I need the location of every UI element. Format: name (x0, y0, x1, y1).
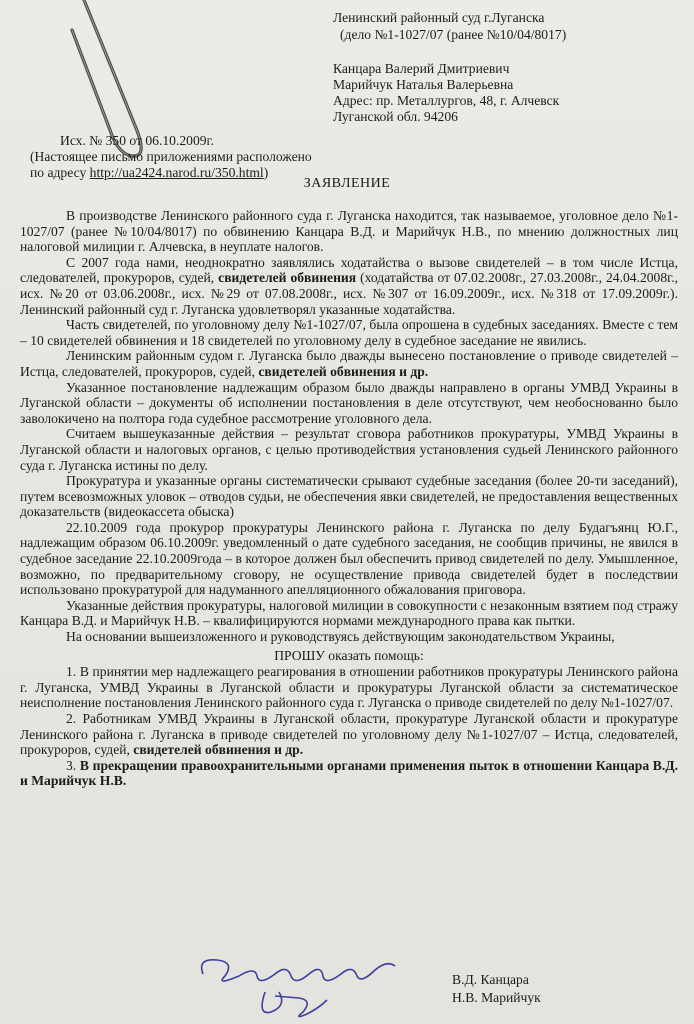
paragraph-4 (20, 348, 678, 379)
paragraph-4-text: Ленинским районным судом г. Луганска было дважды вынесено постановление о приводе свидетелей – Истца, следователей, прокуроров, судей, (20, 348, 678, 379)
request-heading: ПРОШУ оказать помощь: (274, 647, 424, 663)
paragraph-9: Указанные действия прокуратуры, налоговой милиции в совокупности с незаконным взятием под стражу Канцара В.Д. и Марийчук Н.В. – квалифицируются нормами международного права как пытки. (20, 597, 678, 629)
paragraph-4-bold: свидетелей обвинения и др. (258, 363, 429, 379)
sender-name-1: Канцара Валерий Дмитриевич (333, 61, 510, 76)
paragraph-2 (20, 255, 678, 317)
sender-name-2: Марийчук Наталья Валерьевна (333, 77, 514, 92)
paragraph-3: Часть свидетелей, по уголовному делу №1-1027/07, была опрошена в судебных заседаниях. Вместе с тем – 10 свидетелей обвинения и 18 свидетелей по уголовному делу в судебное заседание не явились. (20, 317, 678, 348)
court-name: Ленинский районный суд г.Луганска (333, 10, 545, 25)
document-body (20, 208, 678, 789)
request-item-2-bold: свидетелей обвинения и др. (133, 742, 304, 758)
handwritten-signature-icon (195, 952, 405, 1022)
signatory-2: Н.В. Марийчук (452, 990, 541, 1005)
request-item-2-text: 2. Работникам УМВД Украины в Луганской области, прокуратуре Луганской области и прокуратуре Ленинского района г. Луганска в приводе свидетелей по уголовному делу №1-1027/07 – Истца, следователей, прокуроров, судей, (20, 711, 678, 758)
sender-address-2: Луганской обл. 94206 (333, 109, 458, 124)
paragraph-8: 22.10.2009 года прокурор прокуратуры Ленинского района г. Луганска по делу Будагъянц Ю.Г., надлежащим образом 06.10.2009г. уведомленный о дате судебного заседания, не сообщив причины, не явился в судебное заседание 22.10.2009года – в которое должен был обеспечить привод свидетелей по делу. Умышленное, возможно, по предварительному сговору, не осуществление привода свидетелей будет в последствии использовано прокуратурой для надуманного апелляционного обжалования приговора. (20, 519, 678, 598)
request-item-3-bold: В прекращении правоохранительными органами применения пыток в отношении Канцара В.Д. и Марийчук Н.В. (20, 757, 679, 789)
request-item-3-number: 3. (66, 757, 80, 773)
paragraph-10: На основании вышеизложенного и руководствуясь действующим законодательством Украины, (66, 629, 615, 645)
paragraph-2-text-end: (ходатайства от 07.02.2008г., 27.03.2008г., 24.04.2008г., исх. №20 от 03.06.2008г., исх. №29 от 07.08.2008г., исх. №307 от 16.09.2009г., исх. №318 от 17.09.2009г.). Ленинский районный суд г. Луганска удовлетворял указанные ходатайства. (20, 270, 678, 317)
paragraph-2-text: С 2007 года нами, неоднократно заявлялись ходатайства о вызове свидетелей – в том числе Истца, следователей, прокуроров, судей, (20, 254, 678, 286)
attachment-address-prefix: по адресу (30, 165, 90, 180)
paragraph-2-bold: свидетелей обвинения (218, 270, 357, 286)
document-title: ЗАЯВЛЕНИЕ (303, 176, 391, 191)
case-number: (дело №1-1027/07 (ранее №10/04/8017) (340, 27, 567, 42)
attachment-link[interactable]: http://ua2424.narod.ru/350.html (89, 165, 264, 180)
attachment-address-suffix: ) (263, 165, 269, 180)
paragraph-5: Указанное постановление надлежащим образом было дважды направлено в органы УМВД Украины в Луганской области – документы об исполнении постановления в деле отсутствуют, чем необоснованно было заволокичено на полтора года судебное рассмотрение уголовного дела. (20, 379, 678, 426)
paragraph-7: Прокуратура и указанные органы систематически срывают судебные заседания (более 20-ти заседаний), путем всевозможных уловок – отводов судьи, не обеспечения явки свидетелей, не предоставления вещественных доказательств (видеокассета обыска) (20, 473, 678, 520)
signatory-1: В.Д. Канцара (452, 972, 529, 987)
outgoing-ref: Исх. № 350 от 06.10.2009г. (60, 133, 214, 148)
attachment-note: (Настоящее письмо приложениями расположено (30, 149, 312, 164)
sender-address-1: Адрес: пр. Металлургов, 48, г. Алчевск (333, 93, 560, 108)
request-item-3 (20, 758, 678, 789)
paragraph-6: Считаем вышеуказанные действия – результат сговора работников прокуратуры, УМВД Украины в Луганской области и налоговых органов, с целью противодействия установления судьей Ленинского районного суда г. Луганска истины по делу. (20, 426, 678, 473)
request-item-1: 1. В принятии мер надлежащего реагирования в отношении работников прокуратуры Ленинского района г. Луганска, УМВД Украины в Луганской области и прокуратуры Луганской области за систематическое неисполнение постановления Ленинского районного суда г. Луганска о приводе свидетелей по делу №1-1027/07. (20, 664, 678, 711)
request-item-2 (20, 711, 678, 758)
paragraph-1: В производстве Ленинского районного суда г. Луганска находится, так называемое, уголовное дело №1-1027/07 (ранее №10/04/8017) по обвинению Канцара В.Д. и Марийчук Н.В., по мнению должностных лиц налоговой милиции г. Алчевска, в неуплате налогов. (20, 208, 678, 255)
